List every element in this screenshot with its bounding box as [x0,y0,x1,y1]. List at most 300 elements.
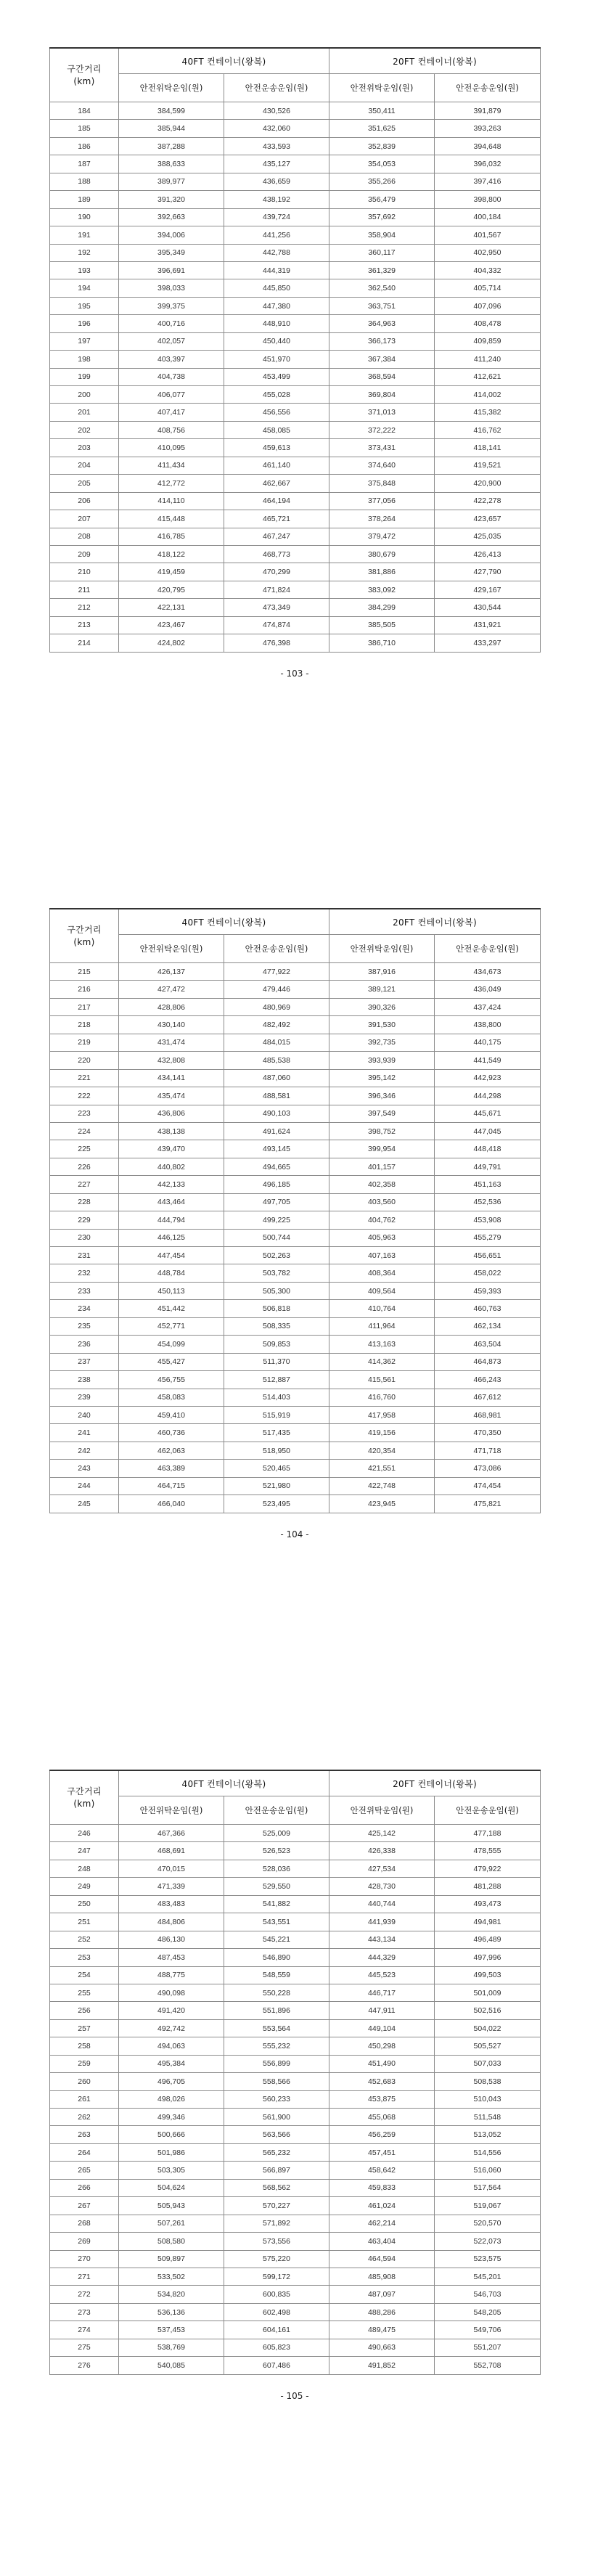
distance-cell: 185 [50,120,119,137]
table-row [50,386,541,404]
distance-cell: 238 [50,1371,119,1389]
distance-cell: 256 [50,2002,119,2019]
ft40-transport-cell: 497,705 [224,1193,329,1211]
table-row [50,439,541,457]
ft20-transport-cell: 431,921 [435,616,541,634]
table-row [50,208,541,226]
ft20-consign-cell: 392,735 [329,1034,435,1051]
table-row [50,315,541,332]
ft20-transport-cell: 473,086 [435,1460,541,1477]
ft20-transport-cell: 494,981 [435,1913,541,1931]
table-row [50,1087,541,1105]
ft40-transport-cell: 550,228 [224,1984,329,2001]
ft20-transport-cell: 396,032 [435,155,541,173]
header-40ft-transport: 안전운송운임(원) [224,74,329,102]
table-row [50,2126,541,2143]
table-row [50,1353,541,1370]
header-20ft-transport: 안전운송운임(원) [435,935,541,963]
ft40-consign-cell: 400,716 [119,315,224,332]
distance-cell: 222 [50,1087,119,1105]
table-row [50,155,541,173]
ft20-transport-cell: 546,703 [435,2286,541,2303]
ft20-transport-cell: 517,564 [435,2179,541,2196]
ft20-consign-cell: 416,760 [329,1389,435,1406]
ft40-consign-cell: 484,806 [119,1913,224,1931]
ft40-transport-cell: 476,398 [224,634,329,652]
table-row [50,2233,541,2250]
distance-header-unit: (km) [73,1798,95,1809]
table-row [50,457,541,474]
table-row [50,2055,541,2072]
ft40-consign-cell: 436,806 [119,1105,224,1122]
ft20-transport-cell: 422,278 [435,492,541,510]
ft20-transport-cell: 523,575 [435,2250,541,2268]
ft40-consign-cell: 422,131 [119,599,224,616]
ft20-consign-cell: 377,056 [329,492,435,510]
ft20-consign-cell: 396,346 [329,1087,435,1105]
distance-cell: 246 [50,1825,119,1842]
table-row [50,1931,541,1948]
rate-table [49,908,541,1513]
header-20ft-consign: 안전위탁운임(원) [329,74,435,102]
ft40-transport-cell: 499,225 [224,1211,329,1229]
ft40-consign-cell: 452,771 [119,1317,224,1335]
ft20-transport-cell: 468,981 [435,1406,541,1423]
ft20-transport-cell: 455,279 [435,1229,541,1246]
header-40ft-group: 40FT 컨테이너(왕복) [119,909,329,935]
ft20-consign-cell: 421,551 [329,1460,435,1477]
ft40-transport-cell: 482,492 [224,1016,329,1034]
table-row [50,2303,541,2321]
ft20-transport-cell: 441,549 [435,1052,541,1069]
ft20-transport-cell: 519,067 [435,2197,541,2215]
ft20-transport-cell: 511,548 [435,2109,541,2126]
distance-cell: 224 [50,1122,119,1140]
ft20-transport-cell: 460,763 [435,1300,541,1317]
distance-cell: 215 [50,963,119,981]
ft40-transport-cell: 520,465 [224,1460,329,1477]
ft40-transport-cell: 505,300 [224,1282,329,1299]
table-row [50,404,541,421]
table-row [50,2179,541,2196]
table-row [50,1264,541,1282]
table-row [50,137,541,155]
table-row [50,1317,541,1335]
ft20-consign-cell: 488,286 [329,2303,435,2321]
ft40-consign-cell: 458,083 [119,1389,224,1406]
table-row [50,351,541,368]
distance-cell: 276 [50,2357,119,2374]
ft20-transport-cell: 470,350 [435,1424,541,1442]
table-row [50,545,541,563]
distance-cell: 203 [50,439,119,457]
ft20-consign-cell: 397,549 [329,1105,435,1122]
ft40-consign-cell: 418,122 [119,545,224,563]
ft20-consign-cell: 357,692 [329,208,435,226]
table-row [50,2162,541,2179]
distance-cell: 204 [50,457,119,474]
ft40-consign-cell: 490,098 [119,1984,224,2001]
ft40-transport-cell: 529,550 [224,1878,329,1895]
ft20-consign-cell: 413,163 [329,1336,435,1353]
distance-cell: 197 [50,332,119,350]
ft20-transport-cell: 502,516 [435,2002,541,2019]
ft40-consign-cell: 494,063 [119,2037,224,2055]
ft20-consign-cell: 368,594 [329,368,435,385]
header-40ft-consign: 안전위탁운임(원) [119,1796,224,1825]
distance-cell: 188 [50,173,119,190]
ft20-consign-cell: 446,717 [329,1984,435,2001]
ft40-transport-cell: 509,853 [224,1336,329,1353]
ft40-consign-cell: 407,417 [119,404,224,421]
ft20-consign-cell: 371,013 [329,404,435,421]
ft20-transport-cell: 475,821 [435,1495,541,1513]
header-40ft-transport: 안전운송운임(원) [224,935,329,963]
ft20-transport-cell: 442,923 [435,1069,541,1087]
ft20-transport-cell: 408,478 [435,315,541,332]
ft20-consign-cell: 426,338 [329,1842,435,1860]
ft40-transport-cell: 430,526 [224,102,329,120]
ft40-transport-cell: 451,970 [224,351,329,368]
table-row [50,1966,541,1984]
ft40-transport-cell: 458,085 [224,421,329,438]
ft40-transport-cell: 506,818 [224,1300,329,1317]
ft40-transport-cell: 485,538 [224,1052,329,1069]
distance-cell: 208 [50,528,119,545]
ft20-consign-cell: 456,259 [329,2126,435,2143]
ft40-consign-cell: 399,375 [119,297,224,314]
ft40-consign-cell: 427,472 [119,981,224,998]
ft20-consign-cell: 369,804 [329,386,435,404]
ft40-transport-cell: 456,556 [224,404,329,421]
ft20-transport-cell: 449,791 [435,1158,541,1175]
ft40-consign-cell: 503,305 [119,2162,224,2179]
ft20-transport-cell: 447,045 [435,1122,541,1140]
table-row [50,191,541,208]
document-page [49,908,540,1540]
table-row [50,1034,541,1051]
header-20ft-group: 20FT 컨테이너(왕복) [329,909,541,935]
distance-cell: 261 [50,2090,119,2108]
ft20-transport-cell: 427,790 [435,563,541,581]
ft40-transport-cell: 560,233 [224,2090,329,2108]
ft20-consign-cell: 489,475 [329,2321,435,2339]
table-row [50,1389,541,1406]
ft40-transport-cell: 441,256 [224,226,329,244]
ft40-transport-cell: 459,613 [224,439,329,457]
distance-cell: 227 [50,1176,119,1193]
table-row [50,1371,541,1389]
ft40-consign-cell: 463,389 [119,1460,224,1477]
distance-cell: 189 [50,191,119,208]
ft20-transport-cell: 433,297 [435,634,541,652]
ft40-consign-cell: 464,715 [119,1477,224,1495]
distance-cell: 218 [50,1016,119,1034]
table-row [50,1016,541,1034]
ft40-transport-cell: 515,919 [224,1406,329,1423]
ft40-consign-cell: 454,099 [119,1336,224,1353]
ft20-transport-cell: 458,022 [435,1264,541,1282]
distance-cell: 257 [50,2019,119,2037]
ft20-transport-cell: 434,673 [435,963,541,981]
ft20-consign-cell: 458,642 [329,2162,435,2179]
ft40-consign-cell: 488,775 [119,1966,224,1984]
table-row [50,475,541,492]
ft40-transport-cell: 548,559 [224,1966,329,1984]
ft40-consign-cell: 394,006 [119,226,224,244]
distance-cell: 231 [50,1247,119,1264]
ft20-transport-cell: 467,612 [435,1389,541,1406]
ft40-transport-cell: 496,185 [224,1176,329,1193]
ft40-transport-cell: 541,882 [224,1895,329,1913]
ft40-consign-cell: 439,470 [119,1140,224,1158]
table-row [50,1158,541,1175]
header-20ft-consign: 안전위탁운임(원) [329,935,435,963]
distance-cell: 213 [50,616,119,634]
ft20-transport-cell: 407,096 [435,297,541,314]
ft20-transport-cell: 430,544 [435,599,541,616]
ft20-consign-cell: 350,411 [329,102,435,120]
ft40-transport-cell: 435,127 [224,155,329,173]
ft20-transport-cell: 436,049 [435,981,541,998]
ft20-transport-cell: 466,243 [435,1371,541,1389]
ft20-transport-cell: 429,167 [435,581,541,598]
ft40-transport-cell: 461,140 [224,457,329,474]
table-row [50,1176,541,1193]
ft40-transport-cell: 551,896 [224,2002,329,2019]
ft20-consign-cell: 420,354 [329,1442,435,1459]
distance-cell: 220 [50,1052,119,1069]
ft40-consign-cell: 438,138 [119,1122,224,1140]
table-row [50,1842,541,1860]
ft40-transport-cell: 468,773 [224,545,329,563]
header-40ft-transport: 안전운송운임(원) [224,1796,329,1825]
rate-table [49,47,541,653]
ft20-transport-cell: 440,175 [435,1034,541,1051]
ft40-transport-cell: 432,060 [224,120,329,137]
distance-cell: 264 [50,2143,119,2161]
ft40-consign-cell: 448,784 [119,1264,224,1282]
ft40-consign-cell: 412,772 [119,475,224,492]
ft20-consign-cell: 414,362 [329,1353,435,1370]
table-row [50,1105,541,1122]
distance-cell: 205 [50,475,119,492]
table-row [50,1211,541,1229]
ft20-consign-cell: 378,264 [329,510,435,528]
ft40-consign-cell: 395,349 [119,244,224,261]
ft40-transport-cell: 556,899 [224,2055,329,2072]
ft20-consign-cell: 427,534 [329,1860,435,1877]
distance-cell: 195 [50,297,119,314]
ft20-transport-cell: 394,648 [435,137,541,155]
ft20-transport-cell: 462,134 [435,1317,541,1335]
ft20-transport-cell: 459,393 [435,1282,541,1299]
header-20ft-transport: 안전운송운임(원) [435,74,541,102]
ft20-consign-cell: 351,625 [329,120,435,137]
ft20-transport-cell: 401,567 [435,226,541,244]
ft20-consign-cell: 404,762 [329,1211,435,1229]
distance-cell: 192 [50,244,119,261]
ft40-transport-cell: 523,495 [224,1495,329,1513]
ft40-consign-cell: 498,026 [119,2090,224,2108]
header-20ft-group: 20FT 컨테이너(왕복) [329,1770,541,1796]
ft20-consign-cell: 463,404 [329,2233,435,2250]
distance-cell: 249 [50,1878,119,1895]
distance-cell: 226 [50,1158,119,1175]
distance-cell: 225 [50,1140,119,1158]
distance-cell: 200 [50,386,119,404]
distance-cell: 241 [50,1424,119,1442]
ft20-consign-cell: 455,068 [329,2109,435,2126]
distance-cell: 272 [50,2286,119,2303]
ft40-transport-cell: 575,220 [224,2250,329,2268]
ft40-transport-cell: 563,566 [224,2126,329,2143]
distance-cell: 243 [50,1460,119,1477]
ft40-transport-cell: 511,370 [224,1353,329,1370]
ft40-transport-cell: 445,850 [224,279,329,297]
distance-cell: 245 [50,1495,119,1513]
ft20-consign-cell: 387,916 [329,963,435,981]
ft40-consign-cell: 398,033 [119,279,224,297]
distance-header-label: 구간거리 [67,63,102,74]
table-row [50,2197,541,2215]
table-row [50,581,541,598]
ft40-consign-cell: 432,808 [119,1052,224,1069]
table-row [50,1949,541,1966]
table-row [50,1406,541,1423]
ft40-transport-cell: 528,036 [224,1860,329,1877]
ft40-consign-cell: 470,015 [119,1860,224,1877]
ft20-consign-cell: 425,142 [329,1825,435,1842]
ft20-transport-cell: 508,538 [435,2073,541,2090]
ft40-consign-cell: 431,474 [119,1034,224,1051]
table-row [50,634,541,652]
ft40-transport-cell: 442,788 [224,244,329,261]
ft40-consign-cell: 537,453 [119,2321,224,2339]
ft20-consign-cell: 398,752 [329,1122,435,1140]
ft20-transport-cell: 438,800 [435,1016,541,1034]
ft40-consign-cell: 443,464 [119,1193,224,1211]
ft40-transport-cell: 573,556 [224,2233,329,2250]
ft20-consign-cell: 384,299 [329,599,435,616]
page-number: - 103 - [280,668,309,679]
distance-cell: 206 [50,492,119,510]
ft20-transport-cell: 513,052 [435,2126,541,2143]
ft20-transport-cell: 391,879 [435,102,541,120]
ft20-consign-cell: 461,024 [329,2197,435,2215]
ft20-consign-cell: 411,964 [329,1317,435,1335]
ft40-consign-cell: 533,502 [119,2268,224,2285]
ft40-consign-cell: 466,040 [119,1495,224,1513]
ft40-transport-cell: 465,721 [224,510,329,528]
table-row [50,2073,541,2090]
table-row [50,998,541,1015]
ft20-transport-cell: 404,332 [435,261,541,279]
ft20-transport-cell: 411,240 [435,351,541,368]
ft40-consign-cell: 420,795 [119,581,224,598]
ft20-consign-cell: 447,911 [329,2002,435,2019]
ft20-consign-cell: 417,958 [329,1406,435,1423]
distance-cell: 194 [50,279,119,297]
ft20-consign-cell: 407,163 [329,1247,435,1264]
ft40-transport-cell: 479,446 [224,981,329,998]
ft40-consign-cell: 491,420 [119,2002,224,2019]
ft40-consign-cell: 389,977 [119,173,224,190]
ft40-transport-cell: 439,724 [224,208,329,226]
ft40-consign-cell: 509,897 [119,2250,224,2268]
ft40-consign-cell: 446,125 [119,1229,224,1246]
distance-cell: 255 [50,1984,119,2001]
ft40-consign-cell: 508,580 [119,2233,224,2250]
ft20-consign-cell: 373,431 [329,439,435,457]
ft20-consign-cell: 363,751 [329,297,435,314]
ft20-consign-cell: 356,479 [329,191,435,208]
ft20-transport-cell: 463,504 [435,1336,541,1353]
ft40-consign-cell: 540,085 [119,2357,224,2374]
ft20-consign-cell: 410,764 [329,1300,435,1317]
ft40-consign-cell: 416,785 [119,528,224,545]
table-row [50,368,541,385]
ft40-transport-cell: 555,232 [224,2037,329,2055]
table-row [50,563,541,581]
ft40-transport-cell: 558,566 [224,2073,329,2090]
ft40-transport-cell: 514,403 [224,1389,329,1406]
distance-cell: 209 [50,545,119,563]
ft20-transport-cell: 493,473 [435,1895,541,1913]
distance-cell: 259 [50,2055,119,2072]
ft40-consign-cell: 444,794 [119,1211,224,1229]
table-row [50,616,541,634]
ft40-transport-cell: 571,892 [224,2215,329,2232]
table-row [50,1984,541,2001]
ft20-transport-cell: 402,950 [435,244,541,261]
distance-cell: 235 [50,1317,119,1335]
ft40-transport-cell: 494,665 [224,1158,329,1175]
ft40-transport-cell: 599,172 [224,2268,329,2285]
ft20-consign-cell: 419,156 [329,1424,435,1442]
ft40-consign-cell: 406,077 [119,386,224,404]
ft20-consign-cell: 367,384 [329,351,435,368]
distance-cell: 217 [50,998,119,1015]
ft20-transport-cell: 551,207 [435,2339,541,2356]
table-row [50,2019,541,2037]
ft40-consign-cell: 504,624 [119,2179,224,2196]
ft20-consign-cell: 422,748 [329,1477,435,1495]
ft20-consign-cell: 464,594 [329,2250,435,2268]
table-row [50,1460,541,1477]
ft40-transport-cell: 473,349 [224,599,329,616]
distance-cell: 273 [50,2303,119,2321]
ft40-transport-cell: 450,440 [224,332,329,350]
ft40-transport-cell: 561,900 [224,2109,329,2126]
ft20-consign-cell: 443,134 [329,1931,435,1948]
ft40-transport-cell: 570,227 [224,2197,329,2215]
ft20-transport-cell: 548,205 [435,2303,541,2321]
ft40-transport-cell: 500,744 [224,1229,329,1246]
ft40-transport-cell: 602,498 [224,2303,329,2321]
ft20-transport-cell: 504,022 [435,2019,541,2037]
ft20-consign-cell: 354,053 [329,155,435,173]
ft40-consign-cell: 396,691 [119,261,224,279]
ft20-transport-cell: 474,454 [435,1477,541,1495]
ft40-transport-cell: 464,194 [224,492,329,510]
ft40-transport-cell: 453,499 [224,368,329,385]
ft40-transport-cell: 546,890 [224,1949,329,1966]
ft40-transport-cell: 467,247 [224,528,329,545]
header-40ft-consign: 안전위탁운임(원) [119,74,224,102]
table-row [50,2321,541,2339]
ft40-consign-cell: 388,633 [119,155,224,173]
